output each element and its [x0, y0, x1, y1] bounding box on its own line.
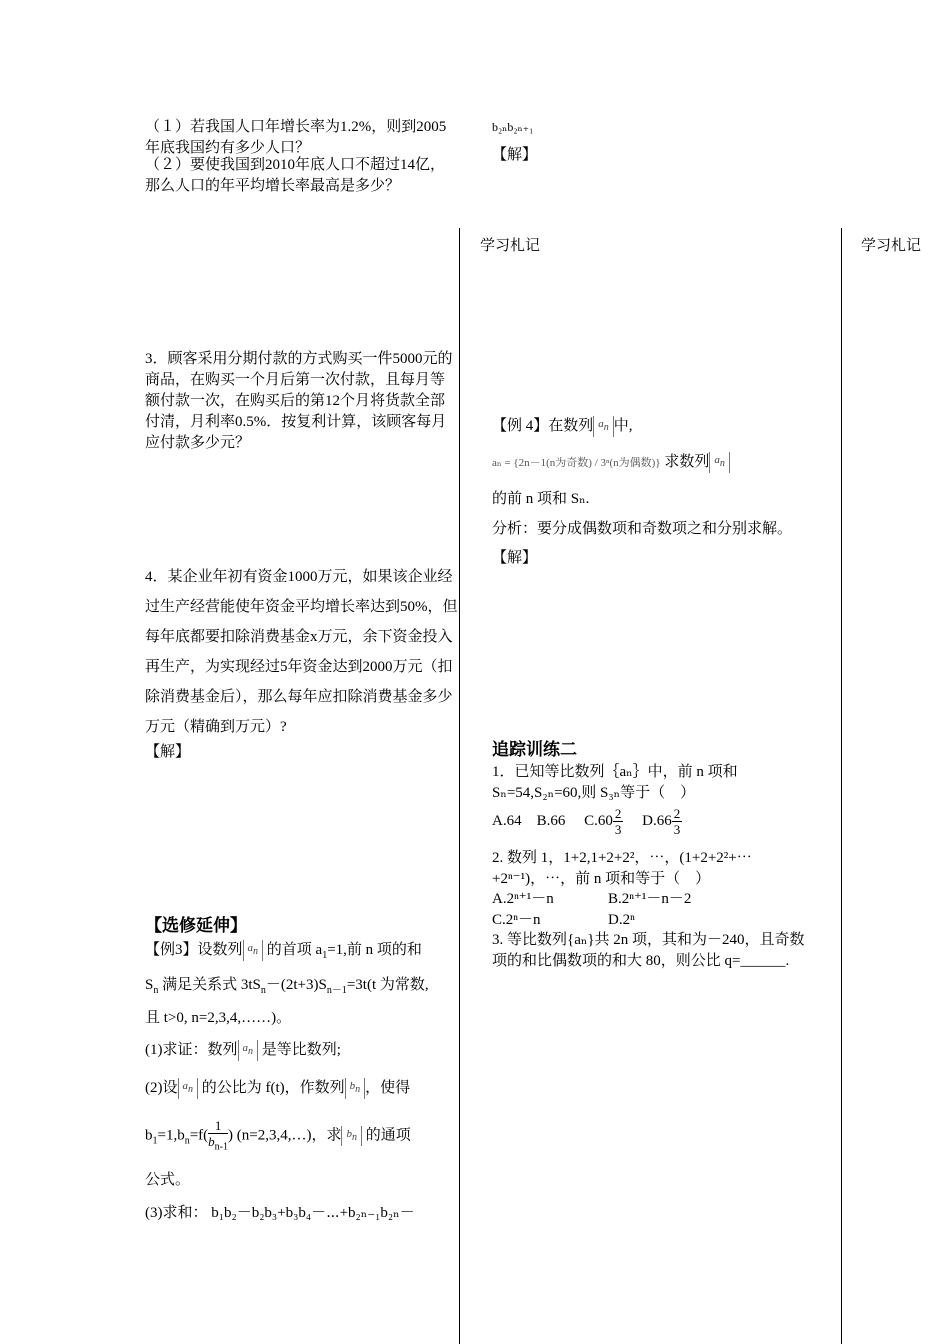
example-3-line-5: (2)设 $a_n$ 的公比为 f(t)，作数列 $b_n$ ，使得: [145, 1078, 461, 1099]
example-3-line-1: 【例3】设数列 $a_n$ 的首项 $a_1=1$,前 n 项的和: [145, 942, 422, 961]
question-part-1: （１）若我国人口年增长率为1.2%，则到2005年底我国约有多少人口？: [145, 119, 447, 156]
example-4-line-3: 的前 n 项和 Sₙ.: [492, 491, 590, 507]
section-heading-extension: 【选修延伸】: [145, 916, 247, 936]
problem-4: 4．某企业年初有资金1000万元，如果该企业经过生产经营能使年资金平均增长率达到50%，但每年底都要扣除消费基金x万元，余下资金投入再生产，为实现经过5年资金达到2000万元（扣除消费基金后），那么每年应扣除消费基金多少万元（精确到万元）?: [145, 569, 458, 735]
sequence-a-symbol-3: $a_n$: [178, 1078, 199, 1098]
training-heading: 追踪训练二: [492, 740, 577, 760]
sequence-a-symbol-5: $a_n$: [709, 452, 730, 472]
training-1-line-2: Sₙ=54,S₂ₙ=60,则 S₃ₙ等于（ ）: [492, 785, 696, 801]
example-4-line-1: 【例 4】在数列 $a_n$ 中,: [492, 416, 633, 437]
example-3-line-7: 公式。: [145, 1172, 191, 1188]
study-notes-label-right: 学习札记: [861, 236, 922, 254]
column-divider-right: [841, 228, 842, 1344]
sequence-b-symbol-2: $b_n$: [341, 1126, 362, 1146]
fraction-two-thirds-2: $\frac{2}{3}$: [673, 806, 681, 837]
solution-label-right: 【解】: [492, 550, 538, 566]
example-3-line-8: (3)求和： b₁b₂－b₂b₃+b₃b₄－⋯+b₂ₙ₋₁b₂ₙ－: [145, 1205, 415, 1221]
sequence-b-symbol: $b_n$: [345, 1078, 366, 1098]
problem-3: 3．顾客采用分期付款的方式购买一件5000元的商品，在购买一个月后第一次付款，且每月等额付款一次，在购买后的第12个月将货款全部付清，月利率0.5%．按复利计算，该顾客每月应付款多少元？: [145, 351, 453, 451]
study-notes-label-middle: 学习札记: [480, 236, 541, 254]
example-3-line-3: 且 t>0, n=2,3,4,……)。: [145, 1010, 292, 1026]
training-3: 3. 等比数列{aₙ}共 2n 项，其和为－240，且奇数项的和比偶数项的和大 80，则公比 q=______.: [492, 932, 805, 969]
training-1-line-1: 1．已知等比数列｛aₙ｝中，前 n 项和: [492, 764, 738, 780]
example-3-line-2: $S_n$ 满足关系式 $3tS_n-(2t+3)S_{n-1}=3t(t$ 为常数,: [145, 977, 429, 996]
column-divider-left: [459, 228, 460, 1344]
sequence-a-symbol-4: $a_n$: [593, 416, 614, 436]
sequence-a-symbol: $a_n$: [243, 940, 264, 960]
question-part-2: （２）要使我国到2010年底人口不超过14亿，那么人口的年平均增长率最高是多少？: [145, 157, 446, 194]
sequence-a-symbol-2: $a_n$: [238, 1040, 259, 1060]
example-3-line-6: $b_1=1,b_n=f$( $\frac{1}{b_{n-1}}$ ) (n=2,3,4,…)，求 $b_n$ 的通项: [145, 1118, 411, 1153]
continued-term: b₂ₙb₂ₙ₊₁: [492, 120, 534, 134]
example-4-line-2: aₙ = {2n－1(n为奇数) / 3ⁿ(n为偶数)} 求数列 $a_n$: [492, 452, 812, 474]
piecewise-formula: aₙ = {2n－1(n为奇数) / 3ⁿ(n为偶数)}: [492, 457, 661, 469]
training-2-options: A.2ⁿ⁺¹－n B.2ⁿ⁺¹－n－2 C.2ⁿ－n D.2ⁿ: [492, 891, 692, 928]
fraction-two-thirds: $\frac{2}{3}$: [614, 806, 622, 837]
example-3-line-4: (1)求证：数列 $a_n$ 是等比数列;: [145, 1040, 341, 1061]
solution-label-left: 【解】: [145, 744, 191, 760]
training-1-options: A.64 B.66 C.60 $\frac{2}{3}$ D.66 $\frac{2}{3}$: [492, 806, 681, 837]
training-2: 2. 数列 1，1+2,1+2+2²，⋯，(1+2+2²+⋯+2ⁿ⁻¹)，⋯，前 n 项和等于（ ）: [492, 850, 752, 887]
fraction-one-over-b: $\frac{1}{b_{n-1}}$: [208, 1118, 229, 1153]
solution-label-top: 【解】: [492, 147, 538, 163]
analysis-text: 分析：要分成偶数项和奇数项之和分别求解。: [492, 521, 793, 537]
